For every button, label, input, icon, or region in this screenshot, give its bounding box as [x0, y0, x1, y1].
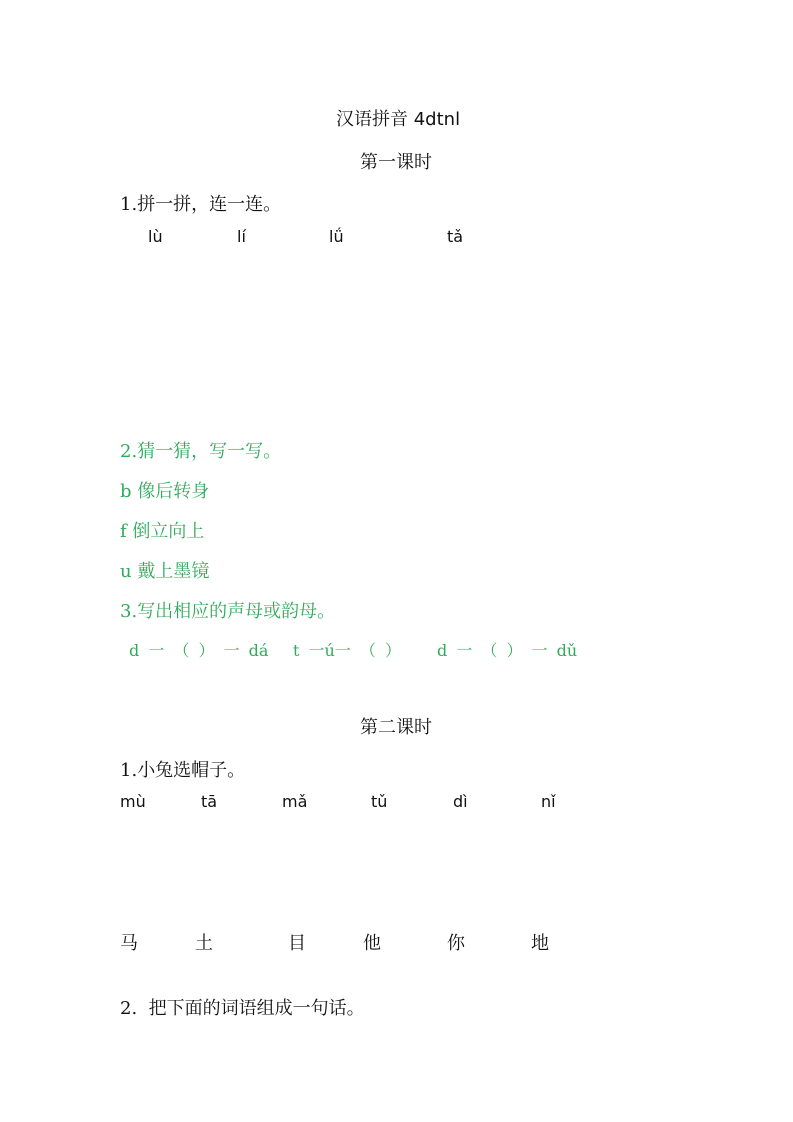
lesson-1-question-3 — [120, 597, 335, 623]
pinyin-lu: lù — [148, 227, 163, 246]
lesson-2-heading: 第二课时 — [360, 717, 432, 738]
document-title: 汉语拼音 4dtnl — [336, 109, 461, 130]
pinyin-ma: mǎ — [282, 792, 308, 811]
riddle-letter: b — [120, 481, 132, 502]
question-text: 把下面的词语组成一句话。 — [148, 998, 365, 1019]
riddle-letter: u — [120, 561, 132, 582]
lesson-1-question-1 — [120, 190, 281, 216]
question-number: 3. — [120, 601, 138, 622]
question-number: 2. — [120, 441, 138, 462]
hanzi-tu: 土 — [195, 933, 213, 954]
riddle-item-f — [120, 517, 204, 543]
question-number: 2. — [120, 998, 138, 1019]
pinyin-ta2: tā — [201, 792, 218, 811]
riddle-item-u — [120, 557, 209, 583]
hanzi-ta: 他 — [363, 933, 381, 954]
riddle-hint: 像后转身 — [137, 481, 210, 502]
pinyin-di: dì — [453, 792, 468, 811]
question-text: 拼一拼，连一连。 — [137, 194, 282, 215]
riddle-hint: 戴上墨镜 — [137, 561, 210, 582]
pinyin-ta: tǎ — [447, 227, 464, 246]
riddle-item-b — [120, 477, 209, 503]
pinyin-lv: lǘ — [329, 227, 344, 246]
lesson-2-question-2 — [120, 994, 365, 1020]
lesson-1-question-2 — [120, 437, 281, 463]
hanzi-ma: 马 — [120, 933, 138, 954]
riddle-letter: f — [120, 521, 127, 542]
pinyin-ni: nǐ — [541, 792, 556, 811]
question-text: 小兔选帽子。 — [137, 760, 246, 781]
hanzi-mu: 目 — [288, 933, 306, 954]
lesson-2-question-1 — [120, 756, 245, 782]
fill-group-3: d 一 （ ） 一 dǔ — [437, 641, 578, 660]
riddle-hint: 倒立向上 — [132, 521, 205, 542]
pinyin-mu: mù — [120, 792, 146, 811]
hanzi-ni: 你 — [447, 933, 465, 954]
pinyin-tu: tǔ — [371, 792, 388, 811]
fill-group-1: d 一 （ ） 一 dá — [129, 641, 269, 660]
question-text: 写出相应的声母或韵母。 — [137, 601, 336, 622]
fill-group-2: t 一ú一 （ ） — [293, 641, 401, 660]
question-number: 1. — [120, 760, 138, 781]
lesson-1-heading: 第一课时 — [360, 152, 432, 173]
pinyin-li: lí — [237, 227, 246, 246]
question-number: 1. — [120, 194, 138, 215]
hanzi-di: 地 — [531, 933, 549, 954]
question-text: 猜一猜，写一写。 — [137, 441, 282, 462]
